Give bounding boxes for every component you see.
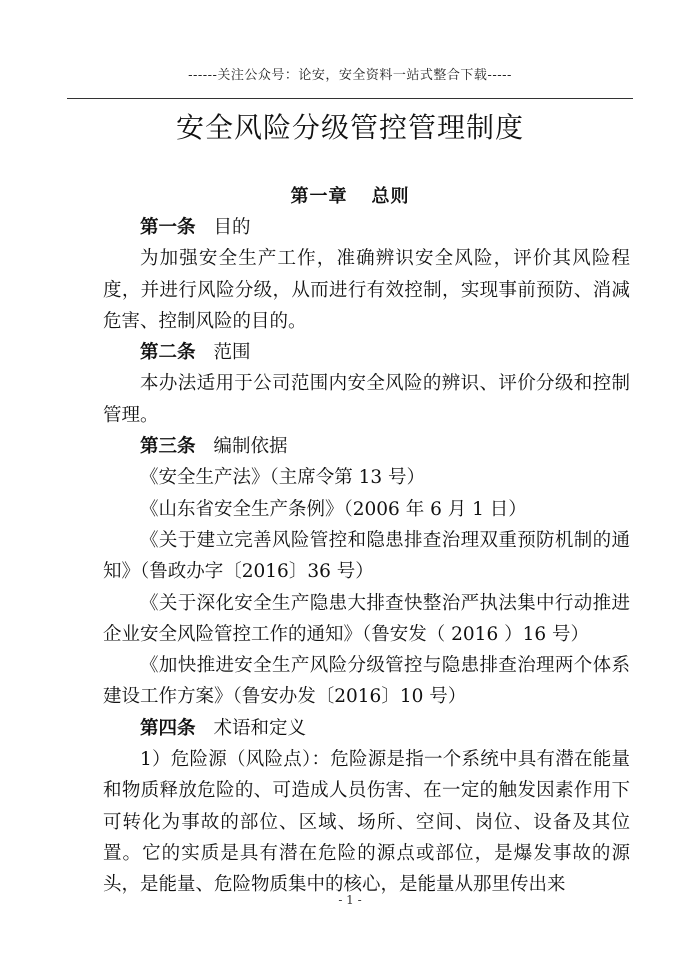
article-title: 术语和定义	[213, 717, 307, 739]
header-divider	[67, 98, 633, 99]
article-title: 范围	[213, 342, 251, 364]
definition-paragraph: 1）危险源（风险点）：危险源是指一个系统中具有潜在能量和物质释放危险的、可造成人员伤害、在一定的触发因素作用下可转化为事故的部位、区域、场所、空间、岗位、设备及其位置。它的实质是具有潜在危险的源点或部位，是爆发事故的源头，是能量、危险物质集中的核心，是能量从那里传出来	[103, 749, 630, 896]
chapter-label: 第一章	[290, 186, 348, 207]
article-heading	[103, 337, 630, 368]
reference-item: 《加快推进安全生产风险分级管控与隐患排查治理两个体系建设工作方案》（鲁安办发〔2016〕10 号）	[103, 655, 630, 708]
article-paragraph: 本办法适用于公司范围内安全风险的辨识、评价分级和控制管理。	[103, 373, 630, 426]
chapter-heading	[0, 182, 700, 208]
article-heading	[103, 431, 630, 462]
page-number: - 1 -	[338, 893, 362, 907]
header-note: ------关注公众号：论安，安全资料一站式整合下载-----	[188, 68, 512, 83]
article-paragraph: 为加强安全生产工作，准确辨识安全风险，评价其风险程度，并进行风险分级，从而进行有效控制，实现事前预防、消减危害、控制风险的目的。	[103, 248, 630, 332]
article-heading	[103, 713, 630, 744]
article-number: 第一条	[140, 217, 196, 238]
reference-item: 《山东省安全生产条例》（2006 年 6 月 1 日）	[140, 498, 527, 520]
document-title: 安全风险分级管控管理制度	[175, 111, 524, 144]
article-number: 第二条	[140, 342, 196, 364]
reference-item: 《关于深化安全生产隐患大排查快整治严执法集中行动推进企业安全风险管控工作的通知》（鲁安发（ 2016 ）16 号）	[103, 592, 630, 645]
article-number: 第四条	[140, 717, 196, 739]
article-title: 目的	[213, 217, 251, 238]
article-title: 编制依据	[213, 436, 288, 458]
reference-item: 《安全生产法》（主席令第 13 号）	[140, 467, 426, 489]
article-number: 第三条	[140, 436, 196, 458]
chapter-name: 总则	[371, 186, 410, 207]
reference-item: 《关于建立完善风险管控和隐患排查治理双重预防机制的通知》（鲁政办字〔2016〕36 号）	[103, 529, 630, 583]
document-body	[103, 212, 630, 901]
article-heading	[103, 212, 630, 243]
